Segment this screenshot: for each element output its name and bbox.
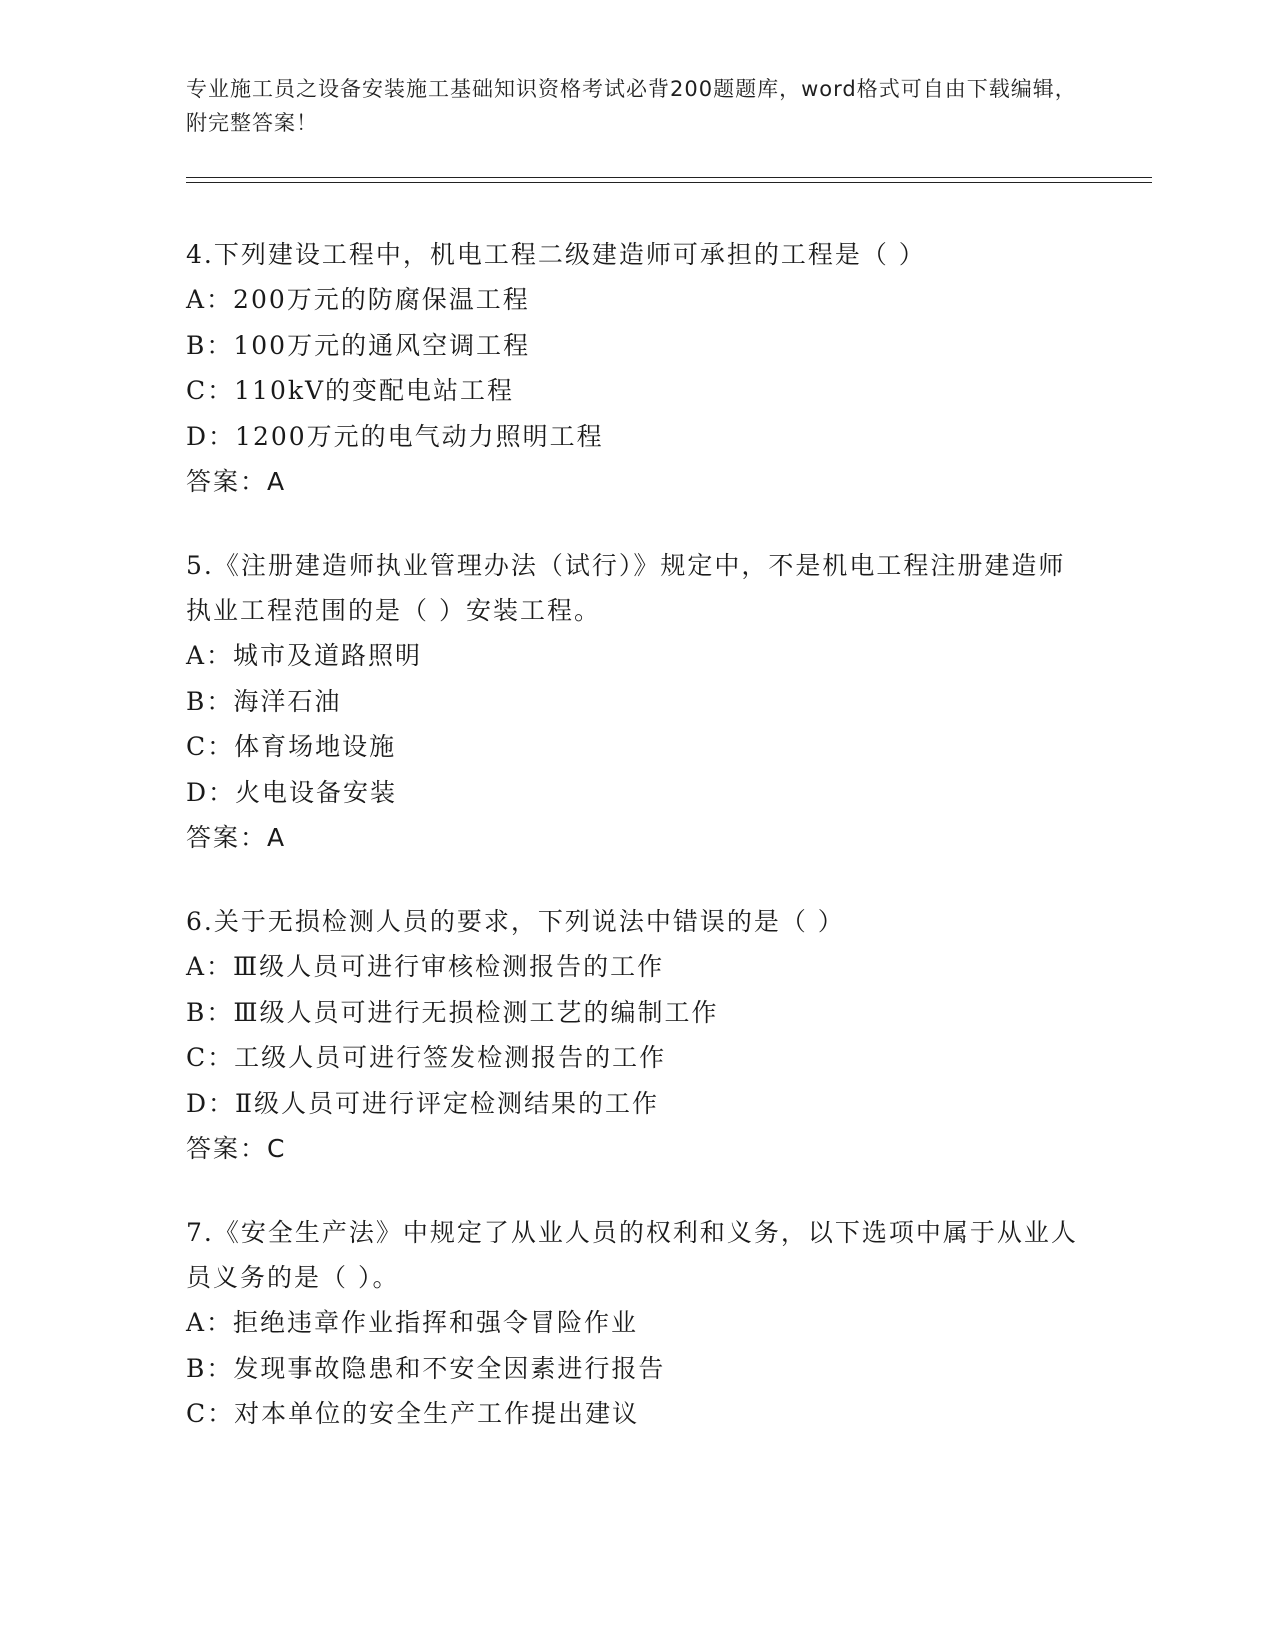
option-a: A：城市及道路照明 <box>186 641 423 670</box>
question-text: 4.下列建设工程中，机电工程二级建造师可承担的工程是（ ） <box>186 240 926 269</box>
question-6 <box>186 899 1086 1171</box>
answer: 答案：C <box>186 1134 287 1163</box>
header-rule-top <box>186 177 1152 178</box>
document-header <box>186 72 1086 140</box>
question-5 <box>186 543 1086 860</box>
question-7 <box>186 1210 1086 1437</box>
answer: 答案：A <box>186 823 287 852</box>
question-4 <box>186 232 1086 504</box>
option-d: D：Ⅱ级人员可进行评定检测结果的工作 <box>186 1088 660 1118</box>
question-list <box>186 232 1086 1476</box>
option-d: D：1200万元的电气动力照明工程 <box>186 421 604 451</box>
answer: 答案：A <box>186 467 287 496</box>
option-c: C：110kV的变配电站工程 <box>186 376 515 405</box>
option-c: C：工级人员可进行签发检测报告的工作 <box>186 1043 667 1072</box>
option-c: C：对本单位的安全生产工作提出建议 <box>186 1399 640 1428</box>
option-a: A：拒绝违章作业指挥和强令冒险作业 <box>186 1308 639 1337</box>
option-b: B：海洋石油 <box>186 686 342 716</box>
option-c: C：体育场地设施 <box>186 732 397 761</box>
option-d: D：火电设备安装 <box>186 777 398 807</box>
question-text: 5.《注册建造师执业管理办法（试行）》规定中，不是机电工程注册建造师执业工程范围的是（ ）安装工程。 <box>186 551 1066 625</box>
option-b: B：Ⅲ级人员可进行无损检测工艺的编制工作 <box>186 997 719 1027</box>
option-b: B：100万元的通风空调工程 <box>186 330 531 360</box>
question-text: 6.关于无损检测人员的要求，下列说法中错误的是（ ） <box>186 907 845 936</box>
option-a: A：200万元的防腐保温工程 <box>186 285 530 314</box>
header-title: 专业施工员之设备安装施工基础知识资格考试必背200题题库，word格式可自由下载编辑，附完整答案！ <box>186 77 1077 135</box>
option-a: A：Ⅲ级人员可进行审核检测报告的工作 <box>186 952 665 981</box>
header-rule-bottom <box>186 182 1152 183</box>
question-text: 7.《安全生产法》中规定了从业人员的权利和义务，以下选项中属于从业人员义务的是（ ）。 <box>186 1218 1078 1292</box>
option-b: B：发现事故隐患和不安全因素进行报告 <box>186 1353 666 1383</box>
